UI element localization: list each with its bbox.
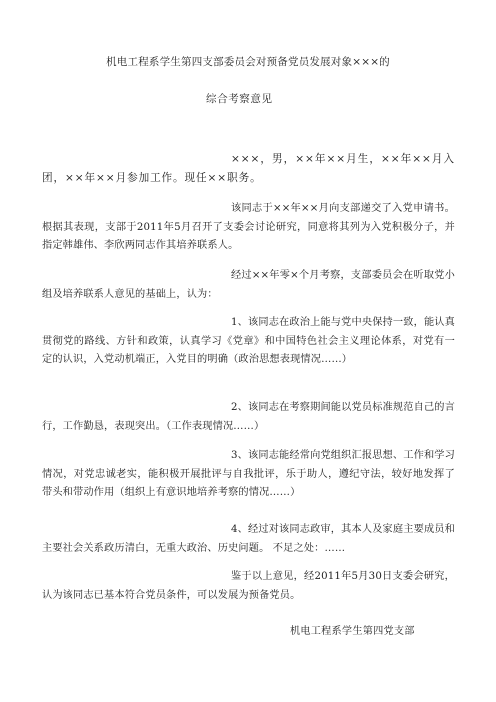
paragraph-point-1: 1、该同志在政治上能与党中央保持一致，能认真贯彻党的路线、方针和政策，认真学习《党章》和中国特色社会主义理论体系，对党有一定的认识，入党动机端正，入党目的明确（政治思想表现情况……） bbox=[42, 317, 455, 365]
paragraph-conclusion: 鉴于以上意见，经2011年5月30日支委会研究，认为该同志已基本符合党员条件，可以发展为预备党员。 bbox=[42, 571, 455, 601]
signature-branch: 机电工程系学生第四党支部 bbox=[290, 626, 415, 637]
document-subtitle: 综合考察意见 bbox=[206, 93, 273, 105]
paragraph-point-3: 3、该同志能经常向党组织汇报思想、工作和学习情况，对党忠诚老实，能积极开展批评与自我批评，乐于助人，遵纪守法，较好地发挥了带头和带动作用（组织上有意识地培养考察的情况……） bbox=[42, 450, 455, 498]
document-title: 机电工程系学生第四支部委员会对预备党员发展对象×××的 bbox=[106, 56, 390, 68]
paragraph-point-2: 2、该同志在考察期间能以党员标准规范自己的言行，工作勤恳，表现突出。（工作表现情况……） bbox=[42, 402, 455, 432]
paragraph-personal-info: ×××，男，××年××月生，××年××月入团，××年××月参加工作。现任××职务。 bbox=[42, 153, 455, 184]
paragraph-evaluation-intro: 经过××年零×个月考察，支部委员会在听取党小组及培养联系人意见的基础上，认为： bbox=[42, 270, 455, 300]
paragraph-application: 该同志于××年××月向支部递交了入党申请书。根据其表现，支部于2011年5月召开了支委会讨论研究，同意将其列为入党积极分子，并指定韩雄伟、李欣两同志作其培养联系人。 bbox=[42, 203, 455, 251]
paragraph-point-4: 4、经过对该同志政审，其本人及家庭主要成员和主要社会关系政历清白，无重大政治、历史问题。 不足之处：…… bbox=[42, 524, 455, 554]
